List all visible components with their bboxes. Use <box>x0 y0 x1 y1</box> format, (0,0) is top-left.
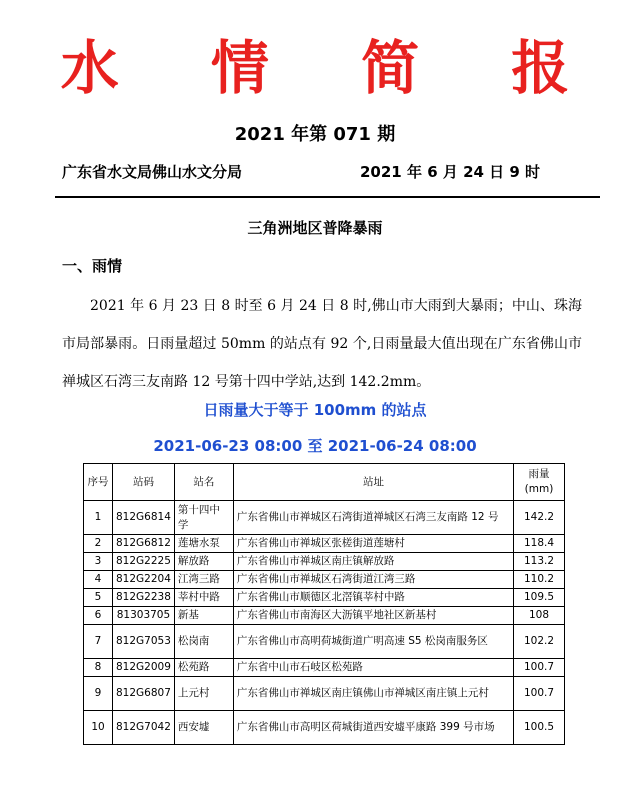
section-heading: 一、雨情 <box>62 257 123 275</box>
cell-rain: 109.5 <box>514 589 565 607</box>
cell-rain: 110.2 <box>514 571 565 589</box>
issue-number: 2021 年第 071 期 <box>234 124 396 145</box>
cell-address: 广东省佛山市禅城区石湾街道江湾三路 <box>233 571 513 589</box>
cell-no: 4 <box>84 571 113 589</box>
col-header-rain: 雨量(mm) <box>514 464 565 501</box>
header-divider <box>55 196 600 198</box>
report-datetime: 2021 年 6 月 24 日 9 时 <box>360 163 541 181</box>
col-header-code: 站码 <box>113 464 175 501</box>
cell-code: 81303705 <box>113 607 175 625</box>
cell-address: 广东省佛山市禅城区南庄镇解放路 <box>233 553 513 571</box>
col-header-address: 站址 <box>233 464 513 501</box>
cell-rain: 102.2 <box>514 625 565 659</box>
cell-address: 广东省中山市石岐区松苑路 <box>233 659 513 677</box>
cell-rain: 118.4 <box>514 535 565 553</box>
cell-code: 812G7042 <box>113 711 175 745</box>
cell-name: 西安墟 <box>174 711 233 745</box>
cell-no: 3 <box>84 553 113 571</box>
cell-name: 莲塘水泵 <box>174 535 233 553</box>
cell-address: 广东省佛山市高明荷城街道广明高速 S5 松岗南服务区 <box>233 625 513 659</box>
col-header-no: 序号 <box>84 464 113 501</box>
cell-code: 812G2225 <box>113 553 175 571</box>
cell-no: 5 <box>84 589 113 607</box>
col-header-name: 站名 <box>174 464 233 501</box>
table-row <box>84 625 565 659</box>
cell-no: 1 <box>84 501 113 535</box>
table-row <box>84 553 565 571</box>
cell-name: 新基 <box>174 607 233 625</box>
table-row <box>84 607 565 625</box>
cell-no: 8 <box>84 659 113 677</box>
table-period: 2021-06-23 08:00 至 2021-06-24 08:00 <box>153 437 477 455</box>
cell-rain: 100.7 <box>514 677 565 711</box>
report-title: 水 情 简 报 <box>60 34 606 102</box>
cell-code: 812G6812 <box>113 535 175 553</box>
cell-code: 812G6807 <box>113 677 175 711</box>
cell-address: 广东省佛山市禅城区张槎街道莲塘村 <box>233 535 513 553</box>
cell-name: 松苑路 <box>174 659 233 677</box>
cell-address: 广东省佛山市高明区荷城街道西安墟平康路 399 号市场 <box>233 711 513 745</box>
cell-rain: 100.5 <box>514 711 565 745</box>
table-row <box>84 659 565 677</box>
cell-name: 松岗南 <box>174 625 233 659</box>
cell-rain: 142.2 <box>514 501 565 535</box>
cell-address: 广东省佛山市顺德区北滘镇莘村中路 <box>233 589 513 607</box>
cell-code: 812G7053 <box>113 625 175 659</box>
cell-name: 第十四中学 <box>174 501 233 535</box>
cell-no: 2 <box>84 535 113 553</box>
cell-code: 812G6814 <box>113 501 175 535</box>
table-row <box>84 571 565 589</box>
cell-code: 812G2238 <box>113 589 175 607</box>
cell-rain: 100.7 <box>514 659 565 677</box>
table-row <box>84 501 565 535</box>
table-row <box>84 711 565 745</box>
cell-no: 7 <box>84 625 113 659</box>
cell-address: 广东省佛山市南海区大沥镇平地社区新基村 <box>233 607 513 625</box>
agency-name: 广东省水文局佛山水文分局 <box>62 163 243 181</box>
cell-name: 上元村 <box>174 677 233 711</box>
cell-name: 莘村中路 <box>174 589 233 607</box>
cell-no: 9 <box>84 677 113 711</box>
cell-code: 812G2204 <box>113 571 175 589</box>
headline: 三角洲地区普降暴雨 <box>247 219 383 237</box>
table-title: 日雨量大于等于 100mm 的站点 <box>203 401 427 419</box>
cell-no: 6 <box>84 607 113 625</box>
table-row <box>84 589 565 607</box>
cell-address: 广东省佛山市禅城区石湾街道禅城区石湾三友南路 12 号 <box>233 501 513 535</box>
table-header-row <box>84 464 565 501</box>
rainfall-table <box>83 463 565 745</box>
cell-rain: 113.2 <box>514 553 565 571</box>
cell-address: 广东省佛山市禅城区南庄镇佛山市禅城区南庄镇上元村 <box>233 677 513 711</box>
cell-no: 10 <box>84 711 113 745</box>
table-row <box>84 535 565 553</box>
cell-rain: 108 <box>514 607 565 625</box>
rainfall-paragraph: 2021 年 6 月 23 日 8 时至 6 月 24 日 8 时,佛山市大雨到大暴雨；中山、珠海市局部暴雨。日雨量超过 50mm 的站点有 92 个,日雨量最大值出现在广东省佛山市禅城区石湾三友南路 12 号第十四中学站,达到 142.2mm。 <box>62 298 582 390</box>
cell-code: 812G2009 <box>113 659 175 677</box>
table-row <box>84 677 565 711</box>
cell-name: 江湾三路 <box>174 571 233 589</box>
cell-name: 解放路 <box>174 553 233 571</box>
